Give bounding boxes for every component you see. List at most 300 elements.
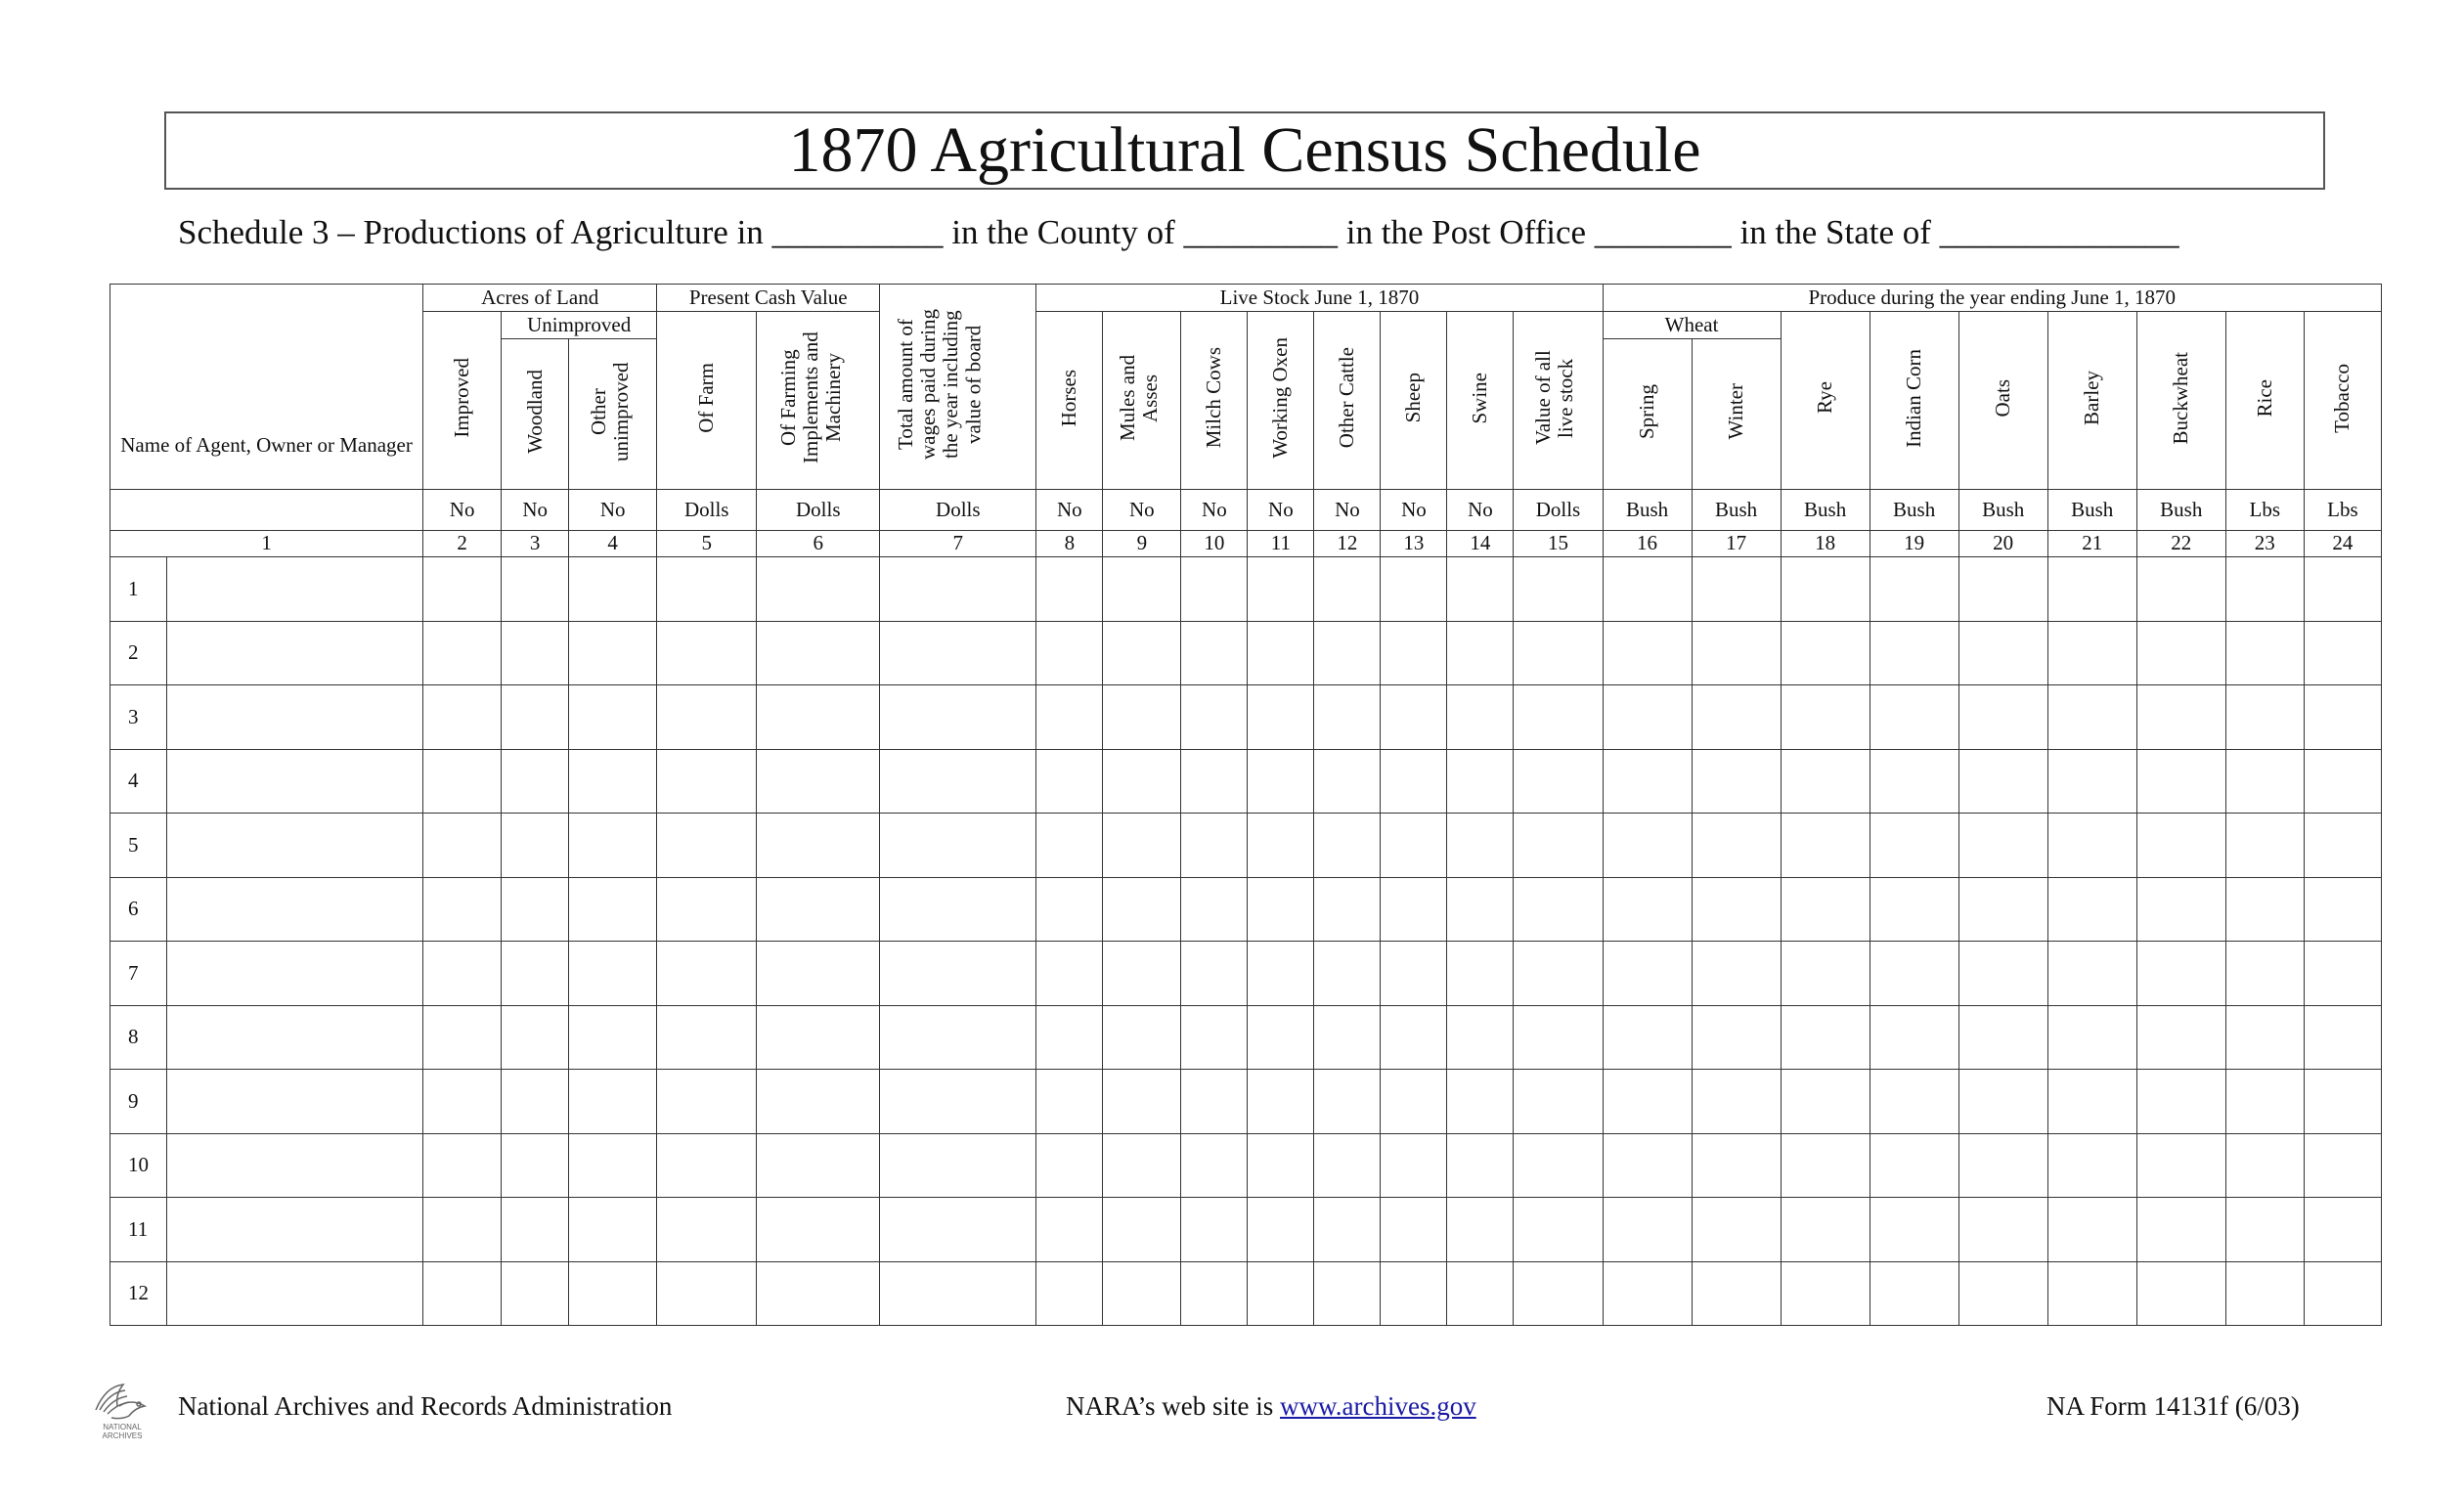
unit-cell: Lbs [2225, 490, 2304, 531]
entry-cell[interactable] [657, 1070, 757, 1134]
entry-cell[interactable] [1381, 942, 1447, 1006]
entry-cell[interactable] [1314, 1198, 1381, 1262]
entry-cell[interactable] [1314, 749, 1381, 814]
name-entry-cell[interactable] [167, 1133, 423, 1198]
entry-cell[interactable] [1181, 685, 1248, 750]
entry-cell[interactable] [1314, 1005, 1381, 1070]
entry-cell[interactable] [502, 942, 569, 1006]
entry-cell[interactable] [1248, 557, 1314, 622]
entry-cell[interactable] [2136, 814, 2225, 878]
entry-cell[interactable] [1692, 557, 1781, 622]
entry-cell[interactable] [1103, 1133, 1181, 1198]
entry-cell[interactable] [1181, 1261, 1248, 1326]
entry-cell[interactable] [880, 621, 1036, 685]
entry-cell[interactable] [1603, 557, 1692, 622]
entry-cell[interactable] [2225, 1198, 2304, 1262]
entry-cell[interactable] [1603, 1133, 1692, 1198]
entry-cell[interactable] [1103, 557, 1181, 622]
entry-cell[interactable] [569, 557, 657, 622]
entry-cell[interactable] [657, 749, 757, 814]
entry-cell[interactable] [2047, 1005, 2136, 1070]
entry-cell[interactable] [1958, 814, 2047, 878]
entry-cell[interactable] [880, 942, 1036, 1006]
entry-cell[interactable] [1036, 1133, 1103, 1198]
entry-cell[interactable] [1870, 1005, 1958, 1070]
entry-cell[interactable] [1692, 621, 1781, 685]
entry-cell[interactable] [502, 814, 569, 878]
entry-cell[interactable] [1181, 749, 1248, 814]
entry-cell[interactable] [1381, 557, 1447, 622]
entry-cell[interactable] [2304, 621, 2381, 685]
entry-cell[interactable] [1447, 1005, 1514, 1070]
present-cash-value-header: Present Cash Value [657, 285, 880, 312]
entry-cell[interactable] [569, 1198, 657, 1262]
entry-cell[interactable] [757, 814, 880, 878]
entry-cell[interactable] [2225, 749, 2304, 814]
entry-cell[interactable] [1781, 1005, 1870, 1070]
entry-cell[interactable] [502, 1005, 569, 1070]
entry-cell[interactable] [1781, 1133, 1870, 1198]
entry-cell[interactable] [1181, 621, 1248, 685]
entry-cell[interactable] [1514, 942, 1603, 1006]
entry-cell[interactable] [1181, 814, 1248, 878]
entry-cell[interactable] [1603, 1070, 1692, 1134]
entry-cell[interactable] [757, 1133, 880, 1198]
entry-cell[interactable] [1870, 1261, 1958, 1326]
entry-cell[interactable] [1103, 685, 1181, 750]
entry-cell[interactable] [1036, 557, 1103, 622]
entry-cell[interactable] [1103, 1070, 1181, 1134]
entry-cell[interactable] [569, 1133, 657, 1198]
entry-cell[interactable] [1692, 1261, 1781, 1326]
entry-cell[interactable] [2047, 1198, 2136, 1262]
entry-cell[interactable] [1692, 877, 1781, 942]
entry-cell[interactable] [1447, 1261, 1514, 1326]
entry-cell[interactable] [1958, 1005, 2047, 1070]
entry-cell[interactable] [1603, 1005, 1692, 1070]
entry-cell[interactable] [657, 877, 757, 942]
entry-cell[interactable] [657, 1198, 757, 1262]
entry-cell[interactable] [502, 877, 569, 942]
entry-cell[interactable] [2136, 685, 2225, 750]
entry-cell[interactable] [2047, 1261, 2136, 1326]
entry-cell[interactable] [1781, 1070, 1870, 1134]
entry-cell[interactable] [2047, 749, 2136, 814]
entry-cell[interactable] [1781, 877, 1870, 942]
name-entry-cell[interactable] [167, 621, 423, 685]
entry-cell[interactable] [2225, 877, 2304, 942]
entry-cell[interactable] [1181, 1005, 1248, 1070]
entry-cell[interactable] [1103, 621, 1181, 685]
entry-cell[interactable] [2225, 1261, 2304, 1326]
entry-cell[interactable] [569, 685, 657, 750]
entry-cell[interactable] [1603, 877, 1692, 942]
entry-cell[interactable] [1103, 1005, 1181, 1070]
entry-cell[interactable] [757, 1070, 880, 1134]
entry-cell[interactable] [1514, 1133, 1603, 1198]
entry-cell[interactable] [1381, 1005, 1447, 1070]
entry-cell[interactable] [1870, 557, 1958, 622]
name-entry-cell[interactable] [167, 1261, 423, 1326]
entry-cell[interactable] [880, 1133, 1036, 1198]
entry-cell[interactable] [1036, 749, 1103, 814]
entry-cell[interactable] [1603, 942, 1692, 1006]
entry-cell[interactable] [1314, 1133, 1381, 1198]
entry-cell[interactable] [1036, 1261, 1103, 1326]
entry-cell[interactable] [423, 1198, 502, 1262]
entry-cell[interactable] [1381, 1070, 1447, 1134]
entry-cell[interactable] [1381, 877, 1447, 942]
entry-cell[interactable] [423, 1005, 502, 1070]
entry-cell[interactable] [2136, 1198, 2225, 1262]
entry-cell[interactable] [657, 685, 757, 750]
entry-cell[interactable] [2225, 1070, 2304, 1134]
name-entry-cell[interactable] [167, 814, 423, 878]
entry-cell[interactable] [1248, 621, 1314, 685]
entry-cell[interactable] [757, 1005, 880, 1070]
entry-cell[interactable] [569, 621, 657, 685]
entry-cell[interactable] [1036, 814, 1103, 878]
entry-cell[interactable] [1870, 1133, 1958, 1198]
entry-cell[interactable] [1870, 942, 1958, 1006]
entry-cell[interactable] [1692, 749, 1781, 814]
entry-cell[interactable] [757, 1198, 880, 1262]
entry-cell[interactable] [1314, 814, 1381, 878]
entry-cell[interactable] [1447, 1198, 1514, 1262]
entry-cell[interactable] [880, 685, 1036, 750]
entry-cell[interactable] [1870, 1198, 1958, 1262]
entry-cell[interactable] [1692, 1005, 1781, 1070]
entry-cell[interactable] [423, 621, 502, 685]
entry-cell[interactable] [1603, 814, 1692, 878]
entry-cell[interactable] [2047, 685, 2136, 750]
entry-cell[interactable] [657, 1261, 757, 1326]
entry-cell[interactable] [1603, 749, 1692, 814]
entry-cell[interactable] [2136, 942, 2225, 1006]
entry-cell[interactable] [502, 1133, 569, 1198]
entry-cell[interactable] [1781, 621, 1870, 685]
entry-cell[interactable] [1870, 749, 1958, 814]
entry-cell[interactable] [757, 942, 880, 1006]
entry-cell[interactable] [423, 814, 502, 878]
entry-cell[interactable] [1314, 557, 1381, 622]
entry-cell[interactable] [2136, 1133, 2225, 1198]
entry-cell[interactable] [2136, 1261, 2225, 1326]
entry-cell[interactable] [1181, 1133, 1248, 1198]
entry-cell[interactable] [1381, 1133, 1447, 1198]
entry-cell[interactable] [1447, 942, 1514, 1006]
entry-cell[interactable] [1692, 1070, 1781, 1134]
entry-cell[interactable] [2047, 877, 2136, 942]
entry-cell[interactable] [423, 557, 502, 622]
entry-cell[interactable] [423, 1070, 502, 1134]
entry-cell[interactable] [2225, 814, 2304, 878]
entry-cell[interactable] [1381, 1261, 1447, 1326]
entry-cell[interactable] [2136, 621, 2225, 685]
entry-cell[interactable] [1248, 877, 1314, 942]
entry-cell[interactable] [1248, 1005, 1314, 1070]
entry-cell[interactable] [569, 1070, 657, 1134]
entry-cell[interactable] [1103, 1198, 1181, 1262]
entry-cell[interactable] [1514, 877, 1603, 942]
entry-cell[interactable] [1103, 749, 1181, 814]
entry-cell[interactable] [1248, 1133, 1314, 1198]
name-entry-cell[interactable] [167, 749, 423, 814]
entry-cell[interactable] [423, 1133, 502, 1198]
entry-cell[interactable] [1181, 1198, 1248, 1262]
entry-cell[interactable] [1314, 1261, 1381, 1326]
entry-cell[interactable] [502, 1070, 569, 1134]
entry-cell[interactable] [880, 1005, 1036, 1070]
entry-cell[interactable] [1958, 685, 2047, 750]
entry-cell[interactable] [2304, 1070, 2381, 1134]
entry-cell[interactable] [1036, 942, 1103, 1006]
entry-cell[interactable] [1381, 685, 1447, 750]
entry-cell[interactable] [657, 942, 757, 1006]
entry-cell[interactable] [880, 1261, 1036, 1326]
table-row [110, 1261, 2382, 1326]
entry-cell[interactable] [1181, 1070, 1248, 1134]
entry-cell[interactable] [1103, 877, 1181, 942]
entry-cell[interactable] [657, 814, 757, 878]
entry-cell[interactable] [2304, 1198, 2381, 1262]
entry-cell[interactable] [1248, 1198, 1314, 1262]
entry-cell[interactable] [423, 749, 502, 814]
entry-cell[interactable] [757, 621, 880, 685]
entry-cell[interactable] [1381, 749, 1447, 814]
entry-cell[interactable] [2304, 942, 2381, 1006]
entry-cell[interactable] [880, 557, 1036, 622]
entry-cell[interactable] [1958, 1261, 2047, 1326]
entry-cell[interactable] [1514, 814, 1603, 878]
entry-cell[interactable] [1314, 1070, 1381, 1134]
entry-cell[interactable] [1036, 685, 1103, 750]
entry-cell[interactable] [657, 1005, 757, 1070]
entry-cell[interactable] [2225, 1133, 2304, 1198]
entry-cell[interactable] [1036, 621, 1103, 685]
name-header: Name of Agent, Owner or Manager [120, 432, 413, 457]
name-entry-cell[interactable] [167, 685, 423, 750]
name-entry-cell[interactable] [167, 557, 423, 622]
entry-cell[interactable] [1381, 814, 1447, 878]
table-row [110, 1198, 2382, 1262]
entry-cell[interactable] [2047, 557, 2136, 622]
entry-cell[interactable] [1103, 1261, 1181, 1326]
name-entry-cell[interactable] [167, 1005, 423, 1070]
entry-cell[interactable] [1248, 942, 1314, 1006]
entry-cell[interactable] [657, 557, 757, 622]
entry-cell[interactable] [1514, 1070, 1603, 1134]
entry-cell[interactable] [1958, 1070, 2047, 1134]
entry-cell[interactable] [757, 685, 880, 750]
entry-cell[interactable] [1181, 942, 1248, 1006]
entry-cell[interactable] [1692, 942, 1781, 1006]
entry-cell[interactable] [1870, 621, 1958, 685]
entry-cell[interactable] [1248, 814, 1314, 878]
name-entry-cell[interactable] [167, 877, 423, 942]
entry-cell[interactable] [1181, 557, 1248, 622]
entry-cell[interactable] [2136, 557, 2225, 622]
entry-cell[interactable] [1870, 685, 1958, 750]
entry-cell[interactable] [1381, 621, 1447, 685]
entry-cell[interactable] [1314, 877, 1381, 942]
entry-cell[interactable] [1514, 749, 1603, 814]
entry-cell[interactable] [1248, 1261, 1314, 1326]
entry-cell[interactable] [569, 1261, 657, 1326]
entry-cell[interactable] [502, 621, 569, 685]
column-number: 22 [2136, 531, 2225, 557]
entry-cell[interactable] [1514, 685, 1603, 750]
name-entry-cell[interactable] [167, 1070, 423, 1134]
entry-cell[interactable] [657, 1133, 757, 1198]
entry-cell[interactable] [880, 814, 1036, 878]
entry-cell[interactable] [1958, 621, 2047, 685]
entry-cell[interactable] [502, 1261, 569, 1326]
entry-cell[interactable] [2047, 621, 2136, 685]
entry-cell[interactable] [1870, 877, 1958, 942]
entry-cell[interactable] [1248, 749, 1314, 814]
entry-cell[interactable] [1036, 1005, 1103, 1070]
entry-cell[interactable] [1103, 942, 1181, 1006]
entry-cell[interactable] [569, 942, 657, 1006]
entry-cell[interactable] [1036, 877, 1103, 942]
entry-cell[interactable] [2304, 877, 2381, 942]
entry-cell[interactable] [1692, 685, 1781, 750]
entry-cell[interactable] [569, 1005, 657, 1070]
entry-cell[interactable] [1781, 1261, 1870, 1326]
entry-cell[interactable] [2304, 557, 2381, 622]
entry-cell[interactable] [1447, 685, 1514, 750]
entry-cell[interactable] [880, 749, 1036, 814]
entry-cell[interactable] [1514, 1198, 1603, 1262]
entry-cell[interactable] [1870, 1070, 1958, 1134]
entry-cell[interactable] [2136, 1070, 2225, 1134]
row-number: 1 [110, 557, 167, 622]
entry-cell[interactable] [1314, 942, 1381, 1006]
entry-cell[interactable] [1181, 877, 1248, 942]
entry-cell[interactable] [1781, 814, 1870, 878]
entry-cell[interactable] [1514, 1261, 1603, 1326]
entry-cell[interactable] [1447, 1070, 1514, 1134]
entry-cell[interactable] [1447, 621, 1514, 685]
wheat-header: Wheat [1603, 312, 1781, 339]
entry-cell[interactable] [2047, 1070, 2136, 1134]
entry-cell[interactable] [1447, 749, 1514, 814]
entry-cell[interactable] [502, 749, 569, 814]
entry-cell[interactable] [1958, 1198, 2047, 1262]
entry-cell[interactable] [2225, 557, 2304, 622]
entry-cell[interactable] [423, 877, 502, 942]
entry-cell[interactable] [423, 685, 502, 750]
entry-cell[interactable] [2225, 621, 2304, 685]
entry-cell[interactable] [2304, 814, 2381, 878]
entry-cell[interactable] [757, 557, 880, 622]
entry-cell[interactable] [880, 1070, 1036, 1134]
entry-cell[interactable] [1447, 877, 1514, 942]
entry-cell[interactable] [2225, 942, 2304, 1006]
entry-cell[interactable] [1692, 814, 1781, 878]
entry-cell[interactable] [1958, 1133, 2047, 1198]
entry-cell[interactable] [1692, 1198, 1781, 1262]
column-number: 15 [1514, 531, 1603, 557]
entry-cell[interactable] [2304, 1005, 2381, 1070]
census-table [110, 284, 2382, 1326]
entry-cell[interactable] [757, 877, 880, 942]
entry-cell[interactable] [2136, 877, 2225, 942]
entry-cell[interactable] [502, 685, 569, 750]
entry-cell[interactable] [502, 557, 569, 622]
entry-cell[interactable] [2225, 1005, 2304, 1070]
entry-cell[interactable] [2304, 685, 2381, 750]
entry-cell[interactable] [2225, 685, 2304, 750]
unit-cell: Dolls [880, 490, 1036, 531]
entry-cell[interactable] [1447, 557, 1514, 622]
entry-cell[interactable] [2136, 1005, 2225, 1070]
entry-cell[interactable] [1603, 685, 1692, 750]
entry-cell[interactable] [1514, 557, 1603, 622]
entry-cell[interactable] [569, 749, 657, 814]
entry-cell[interactable] [423, 942, 502, 1006]
entry-cell[interactable] [1958, 557, 2047, 622]
entry-cell[interactable] [1314, 621, 1381, 685]
entry-cell[interactable] [2047, 814, 2136, 878]
entry-cell[interactable] [2047, 942, 2136, 1006]
entry-cell[interactable] [1958, 877, 2047, 942]
entry-cell[interactable] [1036, 1070, 1103, 1134]
entry-cell[interactable] [880, 877, 1036, 942]
entry-cell[interactable] [1781, 557, 1870, 622]
entry-cell[interactable] [1603, 1261, 1692, 1326]
entry-cell[interactable] [757, 749, 880, 814]
entry-cell[interactable] [569, 814, 657, 878]
entry-cell[interactable] [1781, 1198, 1870, 1262]
entry-cell[interactable] [1958, 749, 2047, 814]
entry-cell[interactable] [1447, 814, 1514, 878]
entry-cell[interactable] [569, 877, 657, 942]
entry-cell[interactable] [2047, 1133, 2136, 1198]
entry-cell[interactable] [502, 1198, 569, 1262]
entry-cell[interactable] [2304, 1133, 2381, 1198]
entry-cell[interactable] [1514, 1005, 1603, 1070]
entry-cell[interactable] [1781, 749, 1870, 814]
entry-cell[interactable] [2304, 1261, 2381, 1326]
entry-cell[interactable] [1036, 1198, 1103, 1262]
name-entry-cell[interactable] [167, 942, 423, 1006]
entry-cell[interactable] [2304, 749, 2381, 814]
entry-cell[interactable] [657, 621, 757, 685]
entry-cell[interactable] [757, 1261, 880, 1326]
entry-cell[interactable] [880, 1198, 1036, 1262]
entry-cell[interactable] [1381, 1198, 1447, 1262]
entry-cell[interactable] [1958, 942, 2047, 1006]
entry-cell[interactable] [2136, 749, 2225, 814]
archives-website-link[interactable]: www.archives.gov [1280, 1391, 1476, 1421]
entry-cell[interactable] [1603, 1198, 1692, 1262]
name-entry-cell[interactable] [167, 1198, 423, 1262]
entry-cell[interactable] [1870, 814, 1958, 878]
entry-cell[interactable] [1447, 1133, 1514, 1198]
entry-cell[interactable] [1248, 1070, 1314, 1134]
entry-cell[interactable] [1103, 814, 1181, 878]
entry-cell[interactable] [423, 1261, 502, 1326]
entry-cell[interactable] [1314, 685, 1381, 750]
entry-cell[interactable] [1514, 621, 1603, 685]
entry-cell[interactable] [1692, 1133, 1781, 1198]
entry-cell[interactable] [1248, 685, 1314, 750]
entry-cell[interactable] [1603, 621, 1692, 685]
entry-cell[interactable] [1781, 685, 1870, 750]
entry-cell[interactable] [1781, 942, 1870, 1006]
